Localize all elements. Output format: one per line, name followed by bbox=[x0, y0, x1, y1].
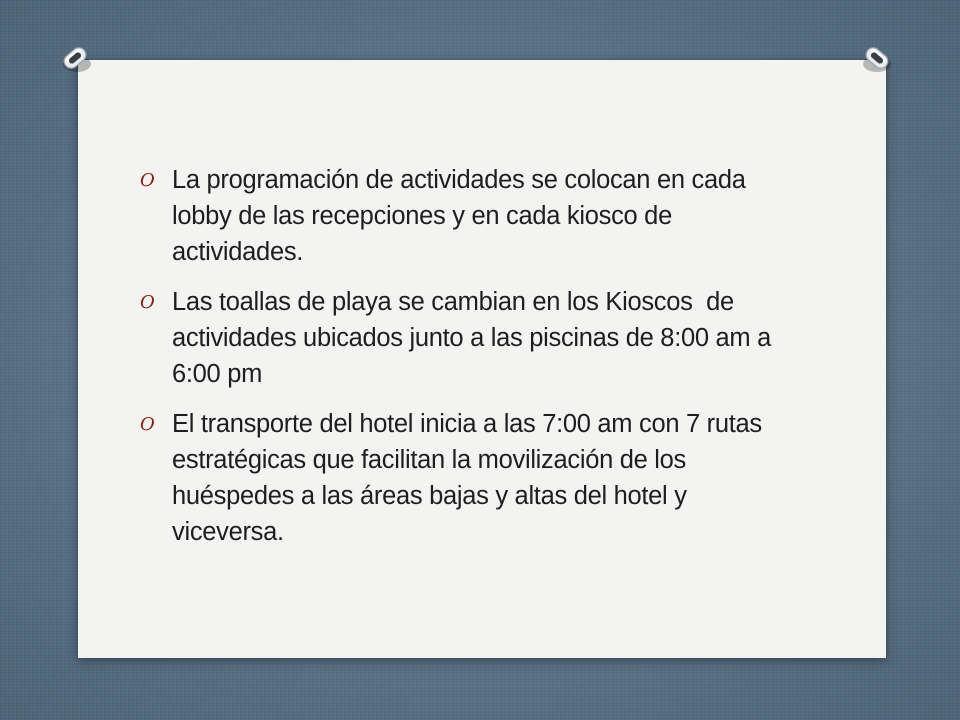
pushpin-icon bbox=[55, 38, 95, 78]
bullet-text: El transporte del hotel inicia a las 7:00 am con 7 rutas estratégicas que facilitan la movilización de los huéspedes a las áreas bajas y altas del hotel y viceversa. bbox=[172, 410, 762, 546]
bullet-item bbox=[140, 162, 780, 270]
bullet-list bbox=[140, 162, 780, 564]
bullet-text: Las toallas de playa se cambian en los Kioscos de actividades ubicados junto a las piscinas de 8:00 am a 6:00 pm bbox=[172, 288, 778, 388]
bullet-marker: O bbox=[140, 170, 155, 191]
pushpin-icon bbox=[857, 38, 897, 78]
bullet-item bbox=[140, 284, 780, 392]
bullet-marker: O bbox=[140, 292, 155, 313]
bullet-item bbox=[140, 406, 780, 550]
bullet-text: La programación de actividades se colocan en cada lobby de las recepciones y en cada kiosco de actividades. bbox=[172, 166, 746, 266]
bullet-marker: O bbox=[140, 414, 155, 435]
